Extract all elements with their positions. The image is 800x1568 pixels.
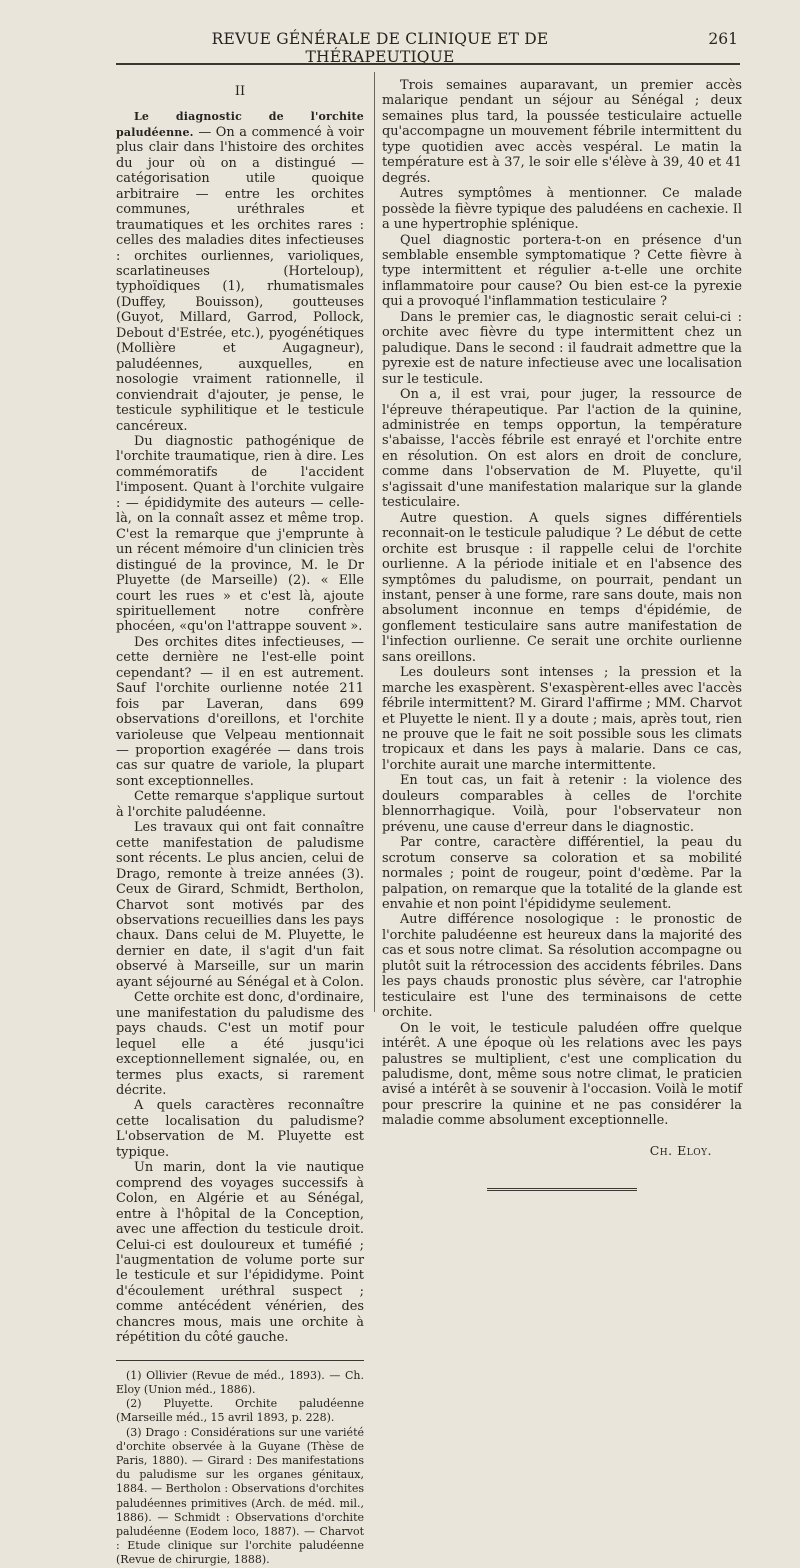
end-rule	[487, 1188, 637, 1193]
footnote: (2) Pluyette. Orchite paludéenne (Marseille méd., 15 avril 1893, p. 228).	[116, 1397, 364, 1425]
paragraph: Autres symptômes à mentionner. Ce malade possède la fièvre typique des paludéens en cachexie. Il a une hypertrophie splénique.	[382, 186, 742, 233]
footnote: (1) Ollivier (Revue de méd., 1893). — Ch. Eloy (Union méd., 1886).	[116, 1368, 364, 1396]
page-number: 261	[708, 30, 738, 48]
author-signature: Ch. Eloy.	[649, 1142, 712, 1158]
section-number: II	[234, 84, 246, 99]
paragraph: Quel diagnostic portera-t-on en présence d'un semblable ensemble symptomatique ? Cette fièvre à type intermittent et régulier a-t-elle une orchite inflammatoire pour cause? Ou bien est-ce la pyrexie qui a provoqué l'inflammation testiculaire ?	[382, 232, 742, 310]
paragraph: Les travaux qui ont fait connaître cette manifestation de paludisme sont récents. Le plus ancien, celui de Drago, remonte à treize années (3). Ceux de Girard, Schmidt, Bertholon, Charvot sont motivés par des observations recueillies dans les pays chaux. Dans celui de M. Pluyette, le dernier en date, il s'agit d'un fait observé à Marseille, sur un marin ayant séjourné au Sénégal et à Colon.	[116, 820, 364, 990]
paragraph: Par contre, caractère différentiel, la peau du scrotum conserve sa coloration et sa mobilité normales ; point de rougeur, point d'œdème. Par la palpation, on remarque que la totalité de la glande est envahie et non point l'épididyme seulement.	[382, 835, 742, 913]
paragraph: Dans le premier cas, le diagnostic serait celui-ci : orchite avec fièvre du type intermittent chez un paludique. Dans le second : il faudrait admettre que la pyrexie est de nature infectieuse avec une localisation sur le testicule.	[382, 309, 742, 387]
paragraph: En tout cas, un fait à retenir : la violence des douleurs comparables à celles de l'orchite blennorrhagique. Voilà, pour l'observateur non prévenu, une cause d'erreur dans le diagnostic.	[382, 773, 742, 835]
header-rule	[116, 63, 740, 65]
article-title: Le diagnostic de l'orchite paludéenne.	[116, 110, 364, 139]
footnote: (3) Drago : Considérations sur une variété d'orchite observée à la Guyane (Thèse de Paris, 1880). — Girard : Des manifestations du paludisme sur les organes génitaux, 1884. — Bertholon : Observations d'orchites paludéennes primitives (Arch. de méd. mil., 1886). — Schmidt : Observations d'orchite paludéenne (Eodem loco, 1887). — Charvot : Etude clinique sur l'orchite paludéenne (Revue de chirurgie, 1888).	[116, 1425, 364, 1567]
paragraph: Autre question. A quels signes différentiels reconnait-on le testicule paludique ? Le début de cette orchite est brusque : il rappelle celui de l'orchite ourlienne. A la période initiale et en l'absence des symptômes du paludisme, on pourrait, pendant un instant, penser à une forme, rare sans doute, mais non absolument inconnue en temps d'épidémie, de gonflement testiculaire sans autre manifestation de l'infection ourlienne. Ce serait une orchite ourlienne sans oreillons.	[382, 510, 742, 665]
column-divider	[374, 72, 375, 1012]
paragraph: On le voit, le testicule paludéen offre quelque intérêt. A une époque où les relations avec les pays palustres se multiplient, c'est une complication du paludisme, dont, même sous notre climat, le praticien avisé a intérêt à se souvenir à l'occasion. Voilà le motif pour prescrire la quinine et ne pas considérer la maladie comme absolument exceptionnelle.	[382, 1020, 742, 1129]
footnote-rule	[116, 1360, 364, 1361]
paragraph: Cette remarque s'applique surtout à l'orchite paludéenne.	[116, 789, 364, 820]
paragraph: Du diagnostic pathogénique de l'orchite traumatique, rien à dire. Les commémoratifs de l'accident l'imposent. Quant à l'orchite vulgaire : — épididymite des auteurs — celle-là, on la connaît assez et même trop. C'est la remarque que j'emprunte à un récent mémoire d'un clinicien très distingué de la province, M. le Dr Pluyette (de Marseille) (2). « Elle court les rues » et c'est là, ajoute spirituellement notre confrère phocéen, «qu'on l'attrappe souvent ».	[116, 433, 364, 635]
paragraph: Un marin, dont la vie nautique comprend des voyages successifs à Colon, en Algérie et au Sénégal, entre à l'hôpital de la Conception, avec une affection du testicule droit. Celui-ci est douloureux et tuméfié ; l'augmentation de volume porte sur le testicule et sur l'épididyme. Point d'écoulement uréthral suspect ; comme antécédent vénérien, des chancres mous, mais une orchite à répétition du côté gauche.	[116, 1160, 364, 1346]
paragraph: Autre différence nosologique : le pronostic de l'orchite paludéenne est heureux dans la majorité des cas et sous notre climat. Sa résolution accompagne ou plutôt suit la rétrocession des accidents fébriles. Dans les pays chauds pronostic plus sévère, car l'atrophie testiculaire est l'une des terminaisons de cette orchite.	[382, 912, 742, 1021]
running-header-title: REVUE GÉNÉRALE DE CLINIQUE ET DE THÉRAPEUTIQUE	[211, 30, 549, 66]
paragraph: Trois semaines auparavant, un premier accès malarique pendant un séjour au Sénégal ; deux semaines plus tard, la poussée testiculaire actuelle qu'accompagne un mouvement fébrile intermittent du type quotidien avec accès vespéral. Le matin la température est à 37, le soir elle s'élève à 39, 40 et 41 degrés.	[382, 78, 742, 186]
left-column	[116, 84, 364, 1568]
right-column	[382, 78, 742, 1193]
lead-paragraph-text: — On a commencé à voir plus clair dans l'histoire des orchites du jour où on a distingué — catégorisation utile quoique arbitraire — entre les orchites communes, uréthrales et traumatiques et les orchites rares : celles des maladies dites infectieuses : orchites ourliennes, varioliques, scarlatineuses (Horteloup), typhoïdiques (1), rhumatismales (Duffey, Bouisson), goutteuses (Guyot, Millard, Garrod, Pollock, Debout d'Estrée, etc.), pyogénétiques (Mollière et Augagneur), paludéennes, auxquelles, en nosologie vraiment rationnelle, il conviendrait d'ajouter, je pense, le testicule syphilitique et le testicule cancéreux.	[116, 124, 364, 434]
paragraph: Des orchites dites infectieuses, — cette dernière ne l'est-elle point cependant? — il en est autrement. Sauf l'orchite ourlienne notée 211 fois par Laveran, dans 699 observations d'oreillons, et l'orchite varioleuse que Velpeau mentionnait — proportion exagérée — dans trois cas sur quatre de variole, la plupart sont exceptionnelles.	[116, 634, 364, 789]
lead-paragraph	[116, 109, 364, 434]
paragraph: Cette orchite est donc, d'ordinaire, une manifestation du paludisme des pays chauds. C'est un motif pour lequel elle a été jusqu'ici exceptionnellement signalée, ou, en termes plus exacts, si rarement décrite.	[116, 990, 364, 1098]
paragraph: Les douleurs sont intenses ; la pression et la marche les exaspèrent. S'exaspèrent-elles avec l'accès fébrile intermittent? M. Girard l'affirme ; MM. Charvot et Pluyette le nient. Il y a doute ; mais, après tout, rien ne prouve que le fait ne soit possible sous les climats tropicaux et dans les pays à malarie. Dans ce cas, l'orchite aurait une marche intermittente.	[382, 665, 742, 773]
footnotes	[116, 1369, 364, 1568]
paragraph: A quels caractères reconnaître cette localisation du paludisme? L'observation de M. Pluyette est typique.	[116, 1098, 364, 1160]
paragraph: On a, il est vrai, pour juger, la ressource de l'épreuve thérapeutique. Par l'action de la quinine, administrée en temps opportun, la température s'abaisse, l'accès fébrile est enrayé et l'orchite entre en résolution. On est alors en droit de conclure, comme dans l'observation de M. Pluyette, qu'il s'agissait d'une manifestation malarique sur la glande testiculaire.	[382, 387, 742, 511]
